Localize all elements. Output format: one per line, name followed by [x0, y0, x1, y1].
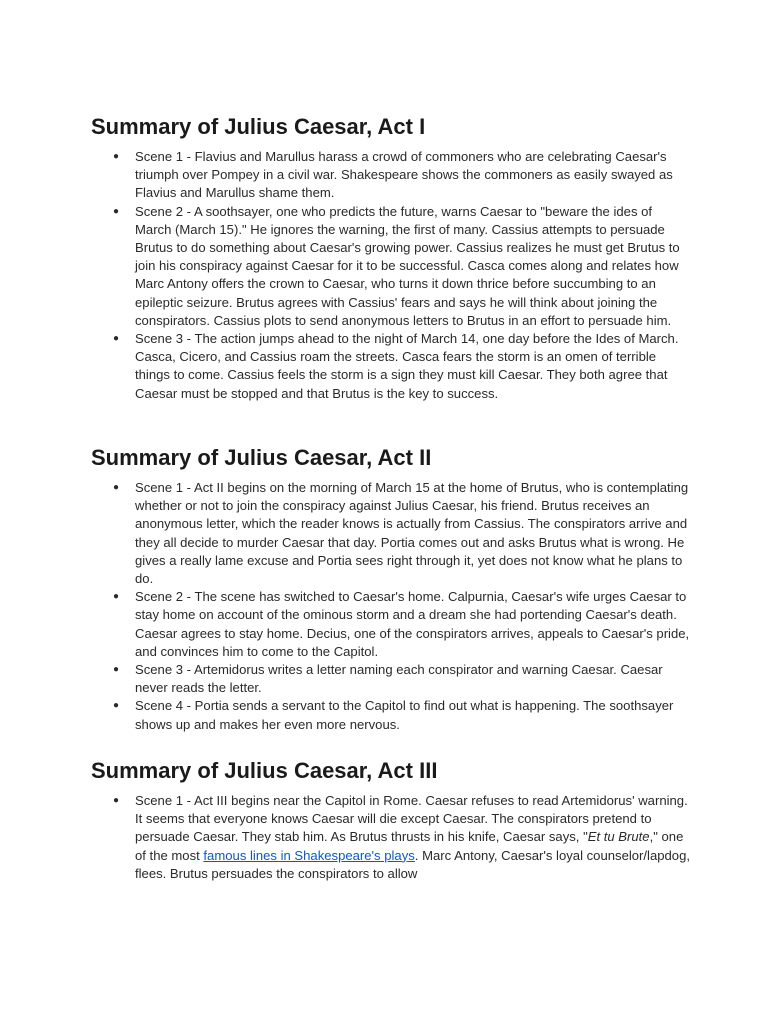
scene-text: ," one of the most	[135, 829, 684, 863]
bullet-icon: ●	[113, 482, 120, 493]
bullet-icon: ●	[113, 333, 120, 345]
list-item	[91, 697, 691, 733]
act1-section	[91, 114, 691, 403]
scene-text: Scene 4 - Portia sends a servant to the Capitol to find out what is happening. The soothsayer shows up and makes her even more nervous.	[135, 698, 674, 732]
list-item	[91, 479, 691, 588]
act1-scene-list	[91, 148, 691, 403]
act3-heading: Summary of Julius Caesar, Act III	[91, 758, 438, 783]
act2-heading: Summary of Julius Caesar, Act II	[91, 445, 432, 470]
list-item	[91, 148, 691, 203]
scene-text: Scene 1 - Act II begins on the morning of March 15 at the home of Brutus, who is contemplating whether or not to join the conspiracy against Julius Caesar, his friend. Brutus receives an anonymous letter, which the reader knows is actually from Cassius. The conspirators arrive and they all decide to murder Caesar that day. Portia comes out and asks Brutus what is wrong. He gives a really lame excuse and Portia sees right through it, yet does not know what he plans to do.	[135, 480, 689, 587]
act3-section	[91, 758, 691, 883]
scene-text: Scene 2 - A soothsayer, one who predicts the future, warns Caesar to "beware the ides of March (March 15)." He ignores the warning, the first of many. Cassius attempts to persuade Brutus to do something about Caesar's growing power. Cassius realizes he must get Brutus to join his conspiracy against Caesar for it to be successful. Casca comes along and relates how Marc Antony offers the crown to Caesar, who turns it down thrice before succumbing to an epileptic seizure. Brutus agrees with Cassius' fears and says he will think about joining the conspirators. Cassius plots to send anonymous letters to Brutus in an effort to persuade him.	[135, 203, 680, 328]
bullet-icon: ●	[113, 795, 120, 806]
act1-heading: Summary of Julius Caesar, Act I	[91, 114, 426, 139]
act2-scene-list	[91, 479, 691, 734]
scene-text: . Marc Antony, Caesar's loyal counselor/lapdog, flees. Brutus persuades the conspirators to allow	[135, 847, 690, 881]
bullet-icon: ●	[113, 700, 120, 712]
list-item	[91, 661, 691, 697]
bullet-icon: ●	[113, 591, 120, 603]
scene-text: Scene 1 - Act III begins near the Capitol in Rome. Caesar refuses to read Artemidorus' warning. It seems that everyone knows Caesar will die except Caesar. The conspirators pretend to persuade Caesar. They stab him. As Brutus thrusts in his knife, Caesar says, "	[135, 793, 688, 845]
bullet-icon: ●	[113, 205, 120, 217]
scene-text: Scene 1 - Flavius and Marullus harass a crowd of commoners who are celebrating Caesar's triumph over Pompey in a civil war. Shakespeare shows the commoners as easily swayed as Flavius and Marullus shame them.	[135, 149, 673, 201]
scene-text: Scene 2 - The scene has switched to Caesar's home. Calpurnia, Caesar's wife urges Caesar to stay home on account of the ominous storm and a dream she had portending Caesar's death. Caesar agrees to stay home. Decius, one of the conspirators arrives, appeals to Caesar's pride, and convinces him to come to the Capitol.	[135, 589, 690, 659]
scene-text: Scene 3 - The action jumps ahead to the night of March 14, one day before the Ides of March. Casca, Cicero, and Cassius roam the streets. Casca fears the storm is an omen of terrible things to come. Cassius feels the storm is a sign they must kill Caesar. They both agree that Caesar must be stopped and that Brutus is the key to success.	[135, 331, 679, 401]
bullet-icon: ●	[113, 664, 120, 676]
list-item	[91, 330, 691, 403]
list-item	[91, 588, 691, 661]
act3-scene-list	[91, 792, 691, 883]
quote-text: Et tu Brute	[587, 829, 650, 845]
act2-section	[91, 445, 691, 734]
list-item	[91, 792, 691, 883]
scene-text: Scene 3 - Artemidorus writes a letter naming each conspirator and warning Caesar. Caesar never reads the letter.	[135, 662, 663, 696]
famous-lines-link[interactable]: famous lines in Shakespeare's plays	[203, 847, 415, 863]
bullet-icon: ●	[113, 151, 120, 162]
list-item	[91, 203, 691, 330]
